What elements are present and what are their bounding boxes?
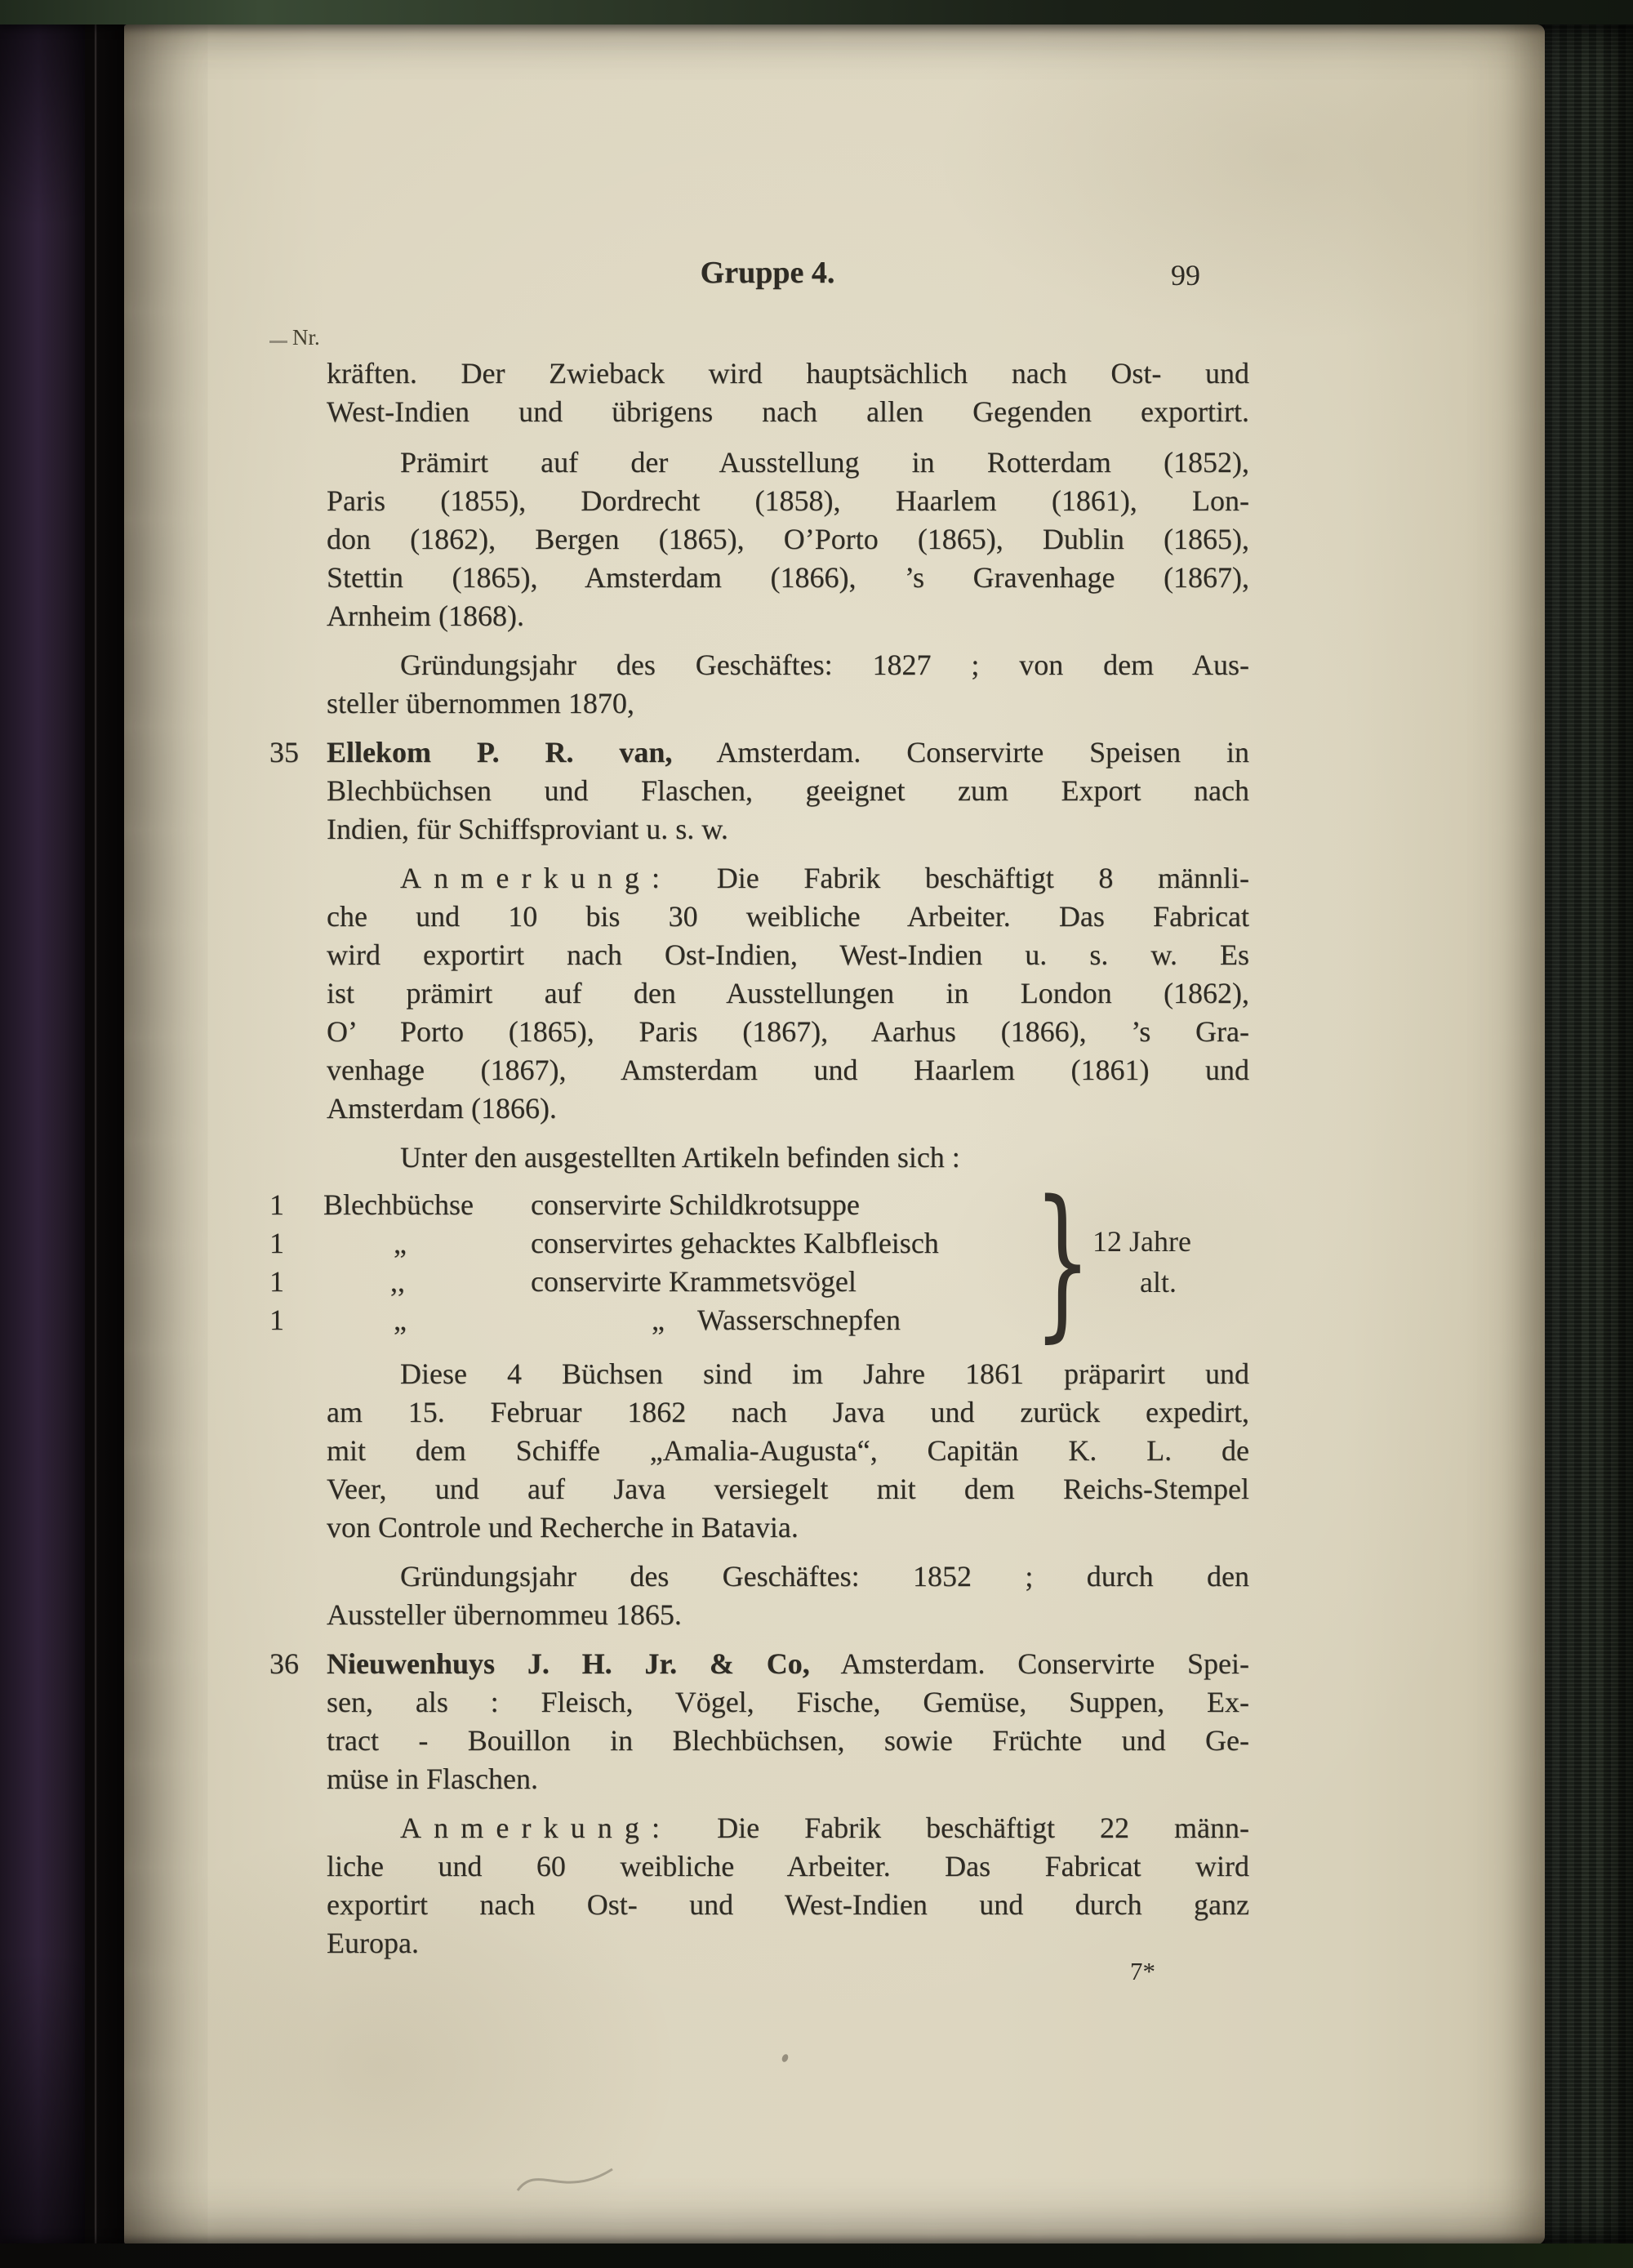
text-line: [327, 1013, 1249, 1051]
text-segment: Blechbüchse: [323, 1188, 474, 1221]
text-segment: Stettin (1865), Amsterdam (1866), ’s Gravenhage (1867),: [327, 561, 1249, 594]
text-line: [327, 482, 1249, 520]
text-line: [327, 1596, 682, 1634]
pen-squiggle-mark: [513, 2156, 619, 2205]
text-segment: am 15. Februar 1862 nach Java und zurück expedirt,: [327, 1396, 1249, 1428]
text-line: [327, 354, 1249, 393]
text-segment: kräften. Der Zwieback wird hauptsächlich nach Ost- und: [327, 357, 1249, 390]
text-segment: Amsterdam. Conservirte Spei-: [809, 1647, 1249, 1680]
text-line: [327, 1432, 1249, 1470]
text-line: [327, 1683, 1249, 1722]
text-line: [400, 1809, 1249, 1847]
text-line: [327, 393, 1249, 431]
text-segment: Blechbüchsen und Flaschen, geeignet zum Export nach: [327, 774, 1249, 807]
text-line: [327, 1886, 1249, 1924]
entry-number: 35: [269, 736, 299, 769]
text-line: [327, 1760, 538, 1798]
signature-mark: 7*: [1130, 1957, 1155, 1985]
text-segment: Die Fabrik beschäftigt 22 männ-: [672, 1811, 1249, 1844]
text-segment: Unter den ausgestellten Artikeln befinden sich :: [400, 1141, 960, 1174]
text-line: [400, 1355, 1249, 1393]
text-line: [327, 1508, 799, 1547]
text-segment: ,,: [390, 1265, 405, 1298]
text-line: [327, 1847, 1249, 1886]
text-segment: 1: [269, 1188, 284, 1221]
entry-number: 36: [269, 1647, 299, 1680]
text-segment: Prämirt auf der Ausstellung in Rotterdam (1852),: [400, 446, 1249, 479]
text-segment: tract - Bouillon in Blechbüchsen, sowie Früchte und Ge-: [327, 1724, 1249, 1757]
text-segment: von Controle und Recherche in Batavia.: [327, 1511, 799, 1544]
text-segment: Die Fabrik beschäftigt 8 männli-: [672, 862, 1249, 894]
text-segment: Diese 4 Büchsen sind im Jahre 1861 präparirt und: [400, 1357, 1249, 1390]
text-line: [327, 772, 1249, 810]
text-segment: conservirtes gehacktes Kalbfleisch: [531, 1227, 939, 1259]
text-segment: Aussteller übernommeu 1865.: [327, 1598, 682, 1631]
text-line: [327, 520, 1249, 559]
text-segment: Amsterdam. Conservirte Speisen in: [672, 736, 1249, 769]
text-segment: steller übernommen 1870,: [327, 687, 634, 720]
text-segment: don (1862), Bergen (1865), O’Porto (1865), Dublin (1865),: [327, 523, 1249, 555]
text-segment: O’ Porto (1865), Paris (1867), Aarhus (1866), ’s Gra-: [327, 1015, 1249, 1048]
text-segment: conservirte Krammetsvögel: [531, 1265, 857, 1298]
text-line: [269, 733, 1249, 772]
text-line: [327, 597, 524, 635]
page-number: 99: [1171, 259, 1200, 292]
text-segment: müse in Flaschen.: [327, 1762, 538, 1795]
text-line: [327, 1089, 557, 1128]
text-segment: Paris (1855), Dordrecht (1858), Haarlem (1861), Lon-: [327, 484, 1249, 517]
text-line: [327, 974, 1249, 1013]
text-segment: conservirte Schildkrotsuppe: [531, 1188, 860, 1221]
text-line: [327, 1393, 1249, 1432]
text-segment: venhage (1867), Amsterdam und Haarlem (1861) und: [327, 1054, 1249, 1086]
text-segment: Arnheim (1868).: [327, 599, 524, 632]
page-header-title: Gruppe 4.: [700, 256, 835, 290]
text-segment: Wasserschnepfen: [697, 1303, 901, 1336]
text-segment: liche und 60 weibliche Arbeiter. Das Fabricat wird: [327, 1850, 1249, 1883]
text-segment: Anmerkung:: [400, 1811, 673, 1844]
text-segment: Anmerkung:: [400, 862, 673, 894]
margin-column-label: Nr.: [292, 325, 320, 350]
text-segment: wird exportirt nach Ost-Indien, West-Indien u. s. w. Es: [327, 938, 1249, 971]
text-segment: Gründungsjahr des Geschäftes: 1827 ; von dem Aus-: [400, 648, 1249, 681]
age-note-line1: 12 Jahre: [1092, 1225, 1191, 1258]
text-segment: „: [652, 1303, 665, 1336]
text-segment: exportirt nach Ost- und West-Indien und durch ganz: [327, 1888, 1249, 1921]
text-line: [327, 559, 1249, 597]
text-line: [327, 1470, 1249, 1508]
text-segment: sen, als : Fleisch, Vögel, Fische, Gemüse, Suppen, Ex-: [327, 1686, 1249, 1718]
text-line: [400, 859, 1249, 898]
text-segment: Amsterdam (1866).: [327, 1092, 557, 1125]
text-line: [400, 1138, 960, 1177]
text-segment: 1: [269, 1303, 284, 1336]
text-segment: Veer, und auf Java versiegelt mit dem Reichs-Stempel: [327, 1473, 1249, 1505]
text-segment: 1: [269, 1265, 284, 1298]
text-line: [327, 1051, 1249, 1089]
text-segment: Europa.: [327, 1927, 419, 1959]
text-segment: West-Indien und übrigens nach allen Gegenden exportirt.: [327, 395, 1249, 428]
text-line: [327, 1722, 1249, 1760]
text-line: [400, 1557, 1249, 1596]
list-brace: }: [1034, 1165, 1092, 1357]
text-line: [327, 1924, 419, 1963]
text-segment: „: [394, 1303, 407, 1336]
text-segment: „: [394, 1227, 407, 1259]
age-note-line2: alt.: [1140, 1266, 1177, 1299]
exhibitor-name: Ellekom P. R. van,: [327, 736, 673, 769]
text-segment: 1: [269, 1227, 284, 1259]
text-line: [327, 936, 1249, 974]
text-line: [327, 684, 634, 723]
text-line: [327, 898, 1249, 936]
text-segment: Indien, für Schiffsproviant u. s. w.: [327, 813, 728, 845]
text-segment: ist prämirt auf den Ausstellungen in London (1862),: [327, 977, 1249, 1009]
text-segment: che und 10 bis 30 weibliche Arbeiter. Das Fabricat: [327, 900, 1249, 933]
text-line: [400, 646, 1249, 684]
text-line: [327, 810, 728, 849]
text-line: [400, 443, 1249, 482]
text-segment: mit dem Schiffe „Amalia-Augusta“, Capitän K. L. de: [327, 1434, 1249, 1467]
text-line: [269, 1645, 1249, 1683]
exhibitor-name: Nieuwenhuys J. H. Jr. & Co,: [327, 1647, 810, 1680]
text-segment: Gründungsjahr des Geschäftes: 1852 ; durch den: [400, 1560, 1249, 1593]
